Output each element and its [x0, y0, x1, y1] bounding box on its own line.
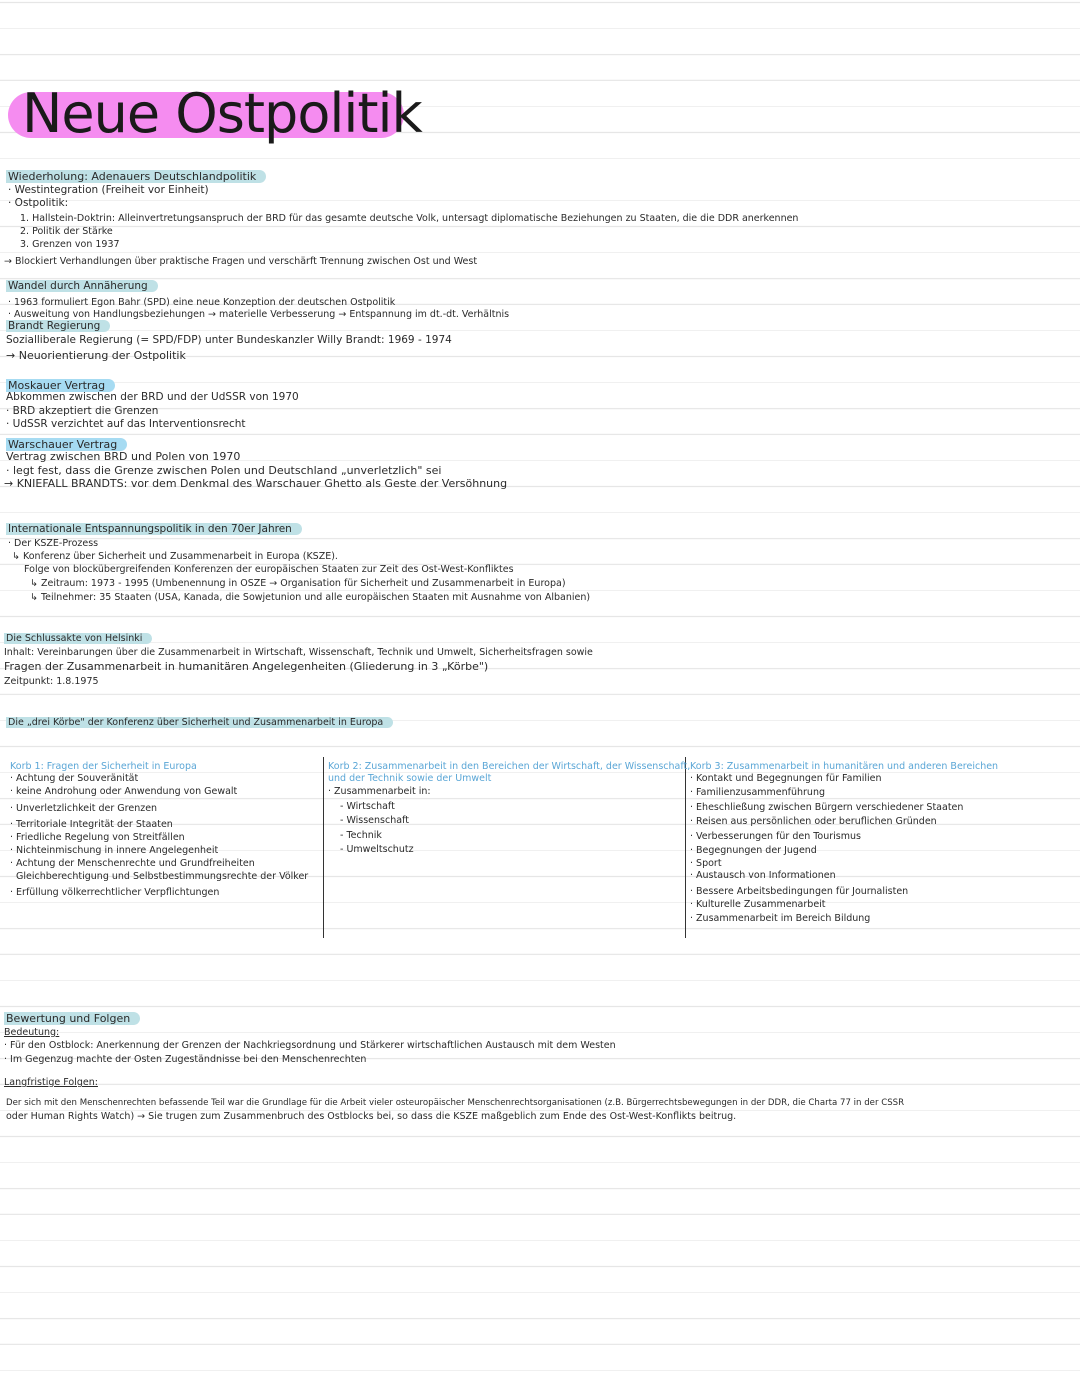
korb2-title: Korb 2: Zusammenarbeit in den Bereichen der Wirtschaft, der Wissenschaft,: [328, 761, 691, 772]
korb2-title-line2: und der Technik sowie der Umwelt: [328, 773, 492, 784]
list-item: - Technik: [340, 830, 382, 841]
list-item: · Sport: [690, 858, 722, 869]
section-heading-warschauer: Warschauer Vertrag: [6, 438, 127, 451]
text-line: 1. Hallstein-Doktrin: Alleinvertretungsanspruch der BRD für das gesamte deutsche Volk, untersagt diplomatische Beziehungen zu Staaten, die die DDR anerkennen: [20, 213, 799, 224]
subheading-bedeutung: Bedeutung:: [4, 1027, 60, 1038]
list-item: · Begegnungen der Jugend: [690, 845, 817, 856]
text-line: oder Human Rights Watch) → Sie trugen zum Zusammenbruch des Ostblocks bei, so dass die KSZE maßgeblich zum Ende des Ost-West-Konflikts beitrug.: [6, 1111, 737, 1122]
text-line: Fragen der Zusammenarbeit in humanitären Angelegenheiten (Gliederung in 3 „Körbe"): [4, 660, 489, 673]
section-heading-koerbe: Die „drei Körbe" der Konferenz über Sicherheit und Zusammenarbeit in Europa: [6, 716, 393, 729]
korb1-title: Korb 1: Fragen der Sicherheit in Europa: [10, 761, 197, 772]
list-item: · keine Androhung oder Anwendung von Gewalt: [10, 786, 238, 797]
list-item: · Kontakt und Begegnungen für Familien: [690, 773, 882, 784]
list-item: · Eheschließung zwischen Bürgern verschiedener Staaten: [690, 802, 964, 813]
list-item: - Umweltschutz: [340, 844, 414, 855]
list-item: · Reisen aus persönlichen oder beruflichen Gründen: [690, 816, 937, 827]
text-line: · BRD akzeptiert die Grenzen: [6, 405, 159, 417]
section-heading-wiederholung: Wiederholung: Adenauers Deutschlandpolitik: [6, 170, 266, 183]
text-line: Der sich mit den Menschenrechten befassende Teil war die Grundlage für die Arbeit vieler osteuropäischer Menschenrechtsorganisationen (z.B. Bürgerrechtsbewegungen in der DDR, die Charta 77 in der CSSR: [6, 1098, 905, 1108]
text-line: 3. Grenzen von 1937: [20, 239, 120, 250]
section-heading-international: Internationale Entspannungspolitik in den 70er Jahren: [6, 523, 302, 536]
list-item: · Unverletzlichkeit der Grenzen: [10, 803, 158, 814]
subheading-langfristig: Langfristige Folgen:: [4, 1077, 98, 1088]
korb3-title: Korb 3: Zusammenarbeit in humanitären und anderen Bereichen: [690, 761, 999, 772]
list-item: · Verbesserungen für den Tourismus: [690, 831, 861, 842]
list-item: · Territoriale Integrität der Staaten: [10, 819, 173, 830]
section-heading-wandel: Wandel durch Annäherung: [6, 280, 158, 293]
text-line: · 1963 formuliert Egon Bahr (SPD) eine neue Konzeption der deutschen Ostpolitik: [8, 297, 396, 308]
list-item: · Nichteinmischung in innere Angelegenheit: [10, 845, 219, 856]
text-line: Sozialliberale Regierung (= SPD/FDP) unter Bundeskanzler Willy Brandt: 1969 - 1974: [6, 334, 452, 346]
text-line: Inhalt: Vereinbarungen über die Zusammenarbeit in Wirtschaft, Wissenschaft, Technik und Umwelt, Sicherheitsfragen sowie: [4, 647, 593, 658]
list-item: · Friedliche Regelung von Streitfällen: [10, 832, 185, 843]
text-line: ↳ Zeitraum: 1973 - 1995 (Umbenennung in OSZE → Organisation für Sicherheit und Zusammenarbeit in Europa): [30, 578, 566, 589]
section-heading-moskauer: Moskauer Vertrag: [6, 379, 115, 392]
list-item: · Zusammenarbeit im Bereich Bildung: [690, 913, 871, 924]
list-item: · Zusammenarbeit in:: [328, 786, 431, 797]
list-item: Gleichberechtigung und Selbstbestimmungsrechte der Völker: [16, 871, 309, 882]
list-item: - Wissenschaft: [340, 815, 409, 826]
text-line: · Für den Ostblock: Anerkennung der Grenzen der Nachkriegsordnung und Stärkerer wirtschaftlichen Austausch mit dem Westen: [4, 1040, 616, 1051]
text-line: · Der KSZE-Prozess: [8, 538, 99, 549]
section-heading-helsinki: Die Schlussakte von Helsinki: [4, 632, 152, 645]
column-divider: [685, 757, 686, 938]
text-line: → KNIEFALL BRANDTS: vor dem Denkmal des Warschauer Ghetto als Geste der Versöhnung: [4, 477, 508, 490]
list-item: · Achtung der Menschenrechte und Grundfreiheiten: [10, 858, 255, 869]
text-line: · Ostpolitik:: [8, 197, 69, 209]
section-heading-brandt: Brandt Regierung: [6, 320, 110, 333]
text-line: → Blockiert Verhandlungen über praktische Fragen und verschärft Trennung zwischen Ost und West: [4, 256, 478, 267]
text-line: → Neuorientierung der Ostpolitik: [6, 349, 186, 362]
text-line: · Im Gegenzug machte der Osten Zugeständnisse bei den Menschenrechten: [4, 1054, 367, 1065]
column-divider: [323, 757, 324, 938]
text-line: Vertrag zwischen BRD und Polen von 1970: [6, 450, 241, 463]
list-item: · Erfüllung völkerrechtlicher Verpflichtungen: [10, 887, 220, 898]
list-item: · Austausch von Informationen: [690, 870, 836, 881]
text-line: · UdSSR verzichtet auf das Interventionsrecht: [6, 418, 246, 430]
list-item: · Achtung der Souveränität: [10, 773, 139, 784]
text-line: · Westintegration (Freiheit vor Einheit): [8, 184, 209, 196]
text-line: · legt fest, dass die Grenze zwischen Polen und Deutschland „unverletzlich" sei: [6, 464, 442, 477]
list-item: - Wirtschaft: [340, 801, 395, 812]
list-item: · Bessere Arbeitsbedingungen für Journalisten: [690, 886, 909, 897]
list-item: · Familienzusammenführung: [690, 787, 826, 798]
text-line: Abkommen zwischen der BRD und der UdSSR von 1970: [6, 391, 299, 403]
list-item: · Kulturelle Zusammenarbeit: [690, 899, 826, 910]
text-line: Folge von blockübergreifenden Konferenzen der europäischen Staaten zur Zeit des Ost-West-Konfliktes: [24, 564, 514, 575]
text-line: 2. Politik der Stärke: [20, 226, 113, 237]
page-title: Neue Ostpolitik: [22, 82, 422, 145]
text-line: Zeitpunkt: 1.8.1975: [4, 676, 99, 687]
text-line: ↳ Teilnehmer: 35 Staaten (USA, Kanada, die Sowjetunion und alle europäischen Staaten mit Ausnahme von Albanien): [30, 592, 591, 603]
section-heading-bewertung: Bewertung und Folgen: [4, 1012, 140, 1025]
text-line: · Ausweitung von Handlungsbeziehungen → materielle Verbesserung → Entspannung im dt.-dt. Verhältnis: [8, 309, 510, 320]
text-line: ↳ Konferenz über Sicherheit und Zusammenarbeit in Europa (KSZE).: [12, 551, 338, 562]
